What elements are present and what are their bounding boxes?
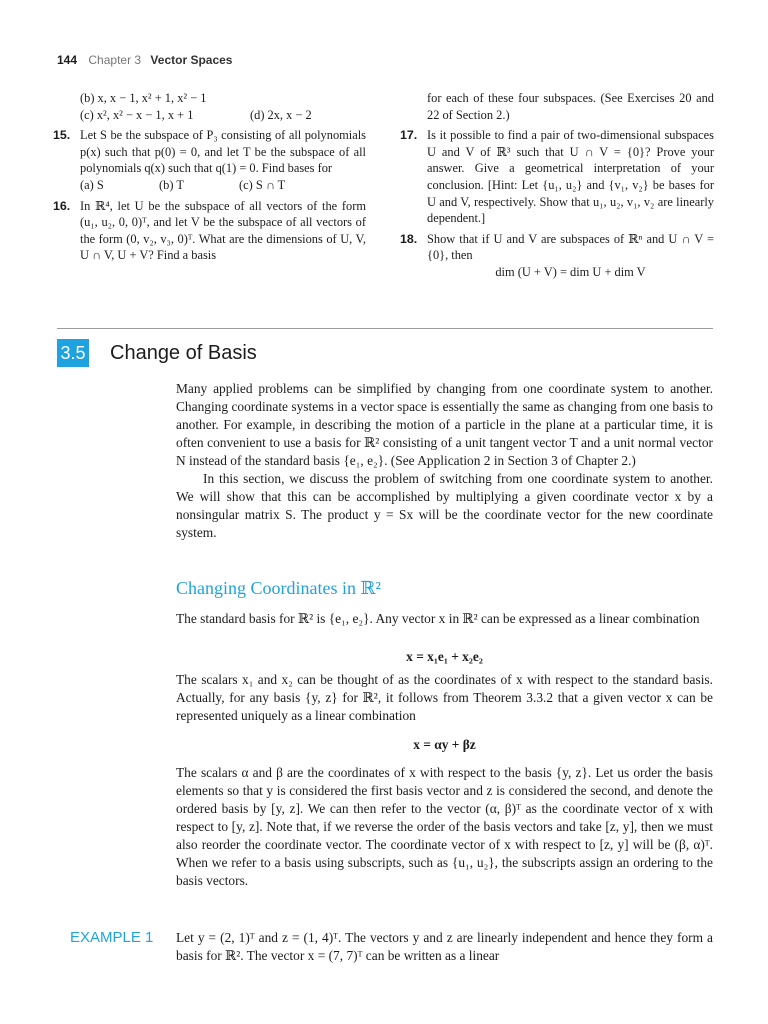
exercise-15-part-c: (c) S ∩ T (239, 177, 286, 192)
running-header (57, 53, 232, 67)
exercises-right-column (400, 90, 714, 281)
equation-yz-basis: x = αy + βz (413, 737, 476, 752)
exercise-15-text: Let S be the subspace of P₃ consisting of all polynomials p(x) such that p(0) = 0, and let T be the subspace of all polynomials q(x) such that q(1) = 0. Find bases for (80, 128, 366, 176)
equation-standard-basis: x = x₁e₁ + x₂e₂ (406, 649, 483, 664)
exercises-left-column (53, 90, 366, 264)
exercise-18-text: Show that if U and V are subspaces of ℝⁿ and U ∩ V = {0}, then (427, 231, 714, 263)
section-number-badge: 3.5 (57, 339, 89, 367)
page-number: 144 (57, 53, 78, 67)
exercise-17-text: Is it possible to find a pair of two-dimensional subspaces U and V of ℝ³ such that U ∩ V = {0}? Prove your answer. Give a geometrical interpretation of your conclusion. [Hint: Let {u₁, u₂} and {v₁, v₂} be bases for U and V, respectively. Show that u₁, u₂, v₁, v₂ are linearly dependent.] (427, 128, 714, 226)
exercise-17-number: 17. (400, 128, 418, 143)
exercise-15-part-b: (b) T (159, 177, 184, 192)
exercise-15-parts (53, 177, 366, 194)
exercise-18-equation: dim (U + V) = dim U + dim V (495, 264, 646, 279)
exercise-15-part-a: (a) S (80, 177, 104, 192)
example-label: EXAMPLE 1 (70, 929, 154, 946)
exercise-16-text: In ℝ⁴, let U be the subspace of all vectors of the form (u₁, u₂, 0, 0)ᵀ, and let V be the subspace of all vectors of the form (0, v₂, v₃, 0)ᵀ. What are the dimensions of U, V, U ∩ V, U + V? Find a basis (80, 198, 366, 263)
exercise-18 (400, 231, 714, 264)
exercise-14-parts-c-d (53, 107, 366, 124)
exercise-16-number: 16. (53, 198, 71, 213)
intro-paragraphs (176, 380, 713, 542)
section-divider (57, 328, 713, 329)
exercise-14-part-c: (c) x², x² − x − 1, x + 1 (80, 107, 194, 122)
chapter-label: Chapter 3 (88, 53, 142, 67)
exercise-14-part-d: (d) 2x, x − 2 (250, 107, 312, 122)
subsection-heading: Changing Coordinates in ℝ² (176, 578, 381, 598)
exercise-16-continued: for each of these four subspaces. (See Exercises 20 and 22 of Section 2.) (427, 91, 714, 122)
chapter-title: Vector Spaces (150, 53, 233, 67)
paragraph-3: The standard basis for ℝ² is {e₁, e₂}. Any vector x in ℝ² can be expressed as a linear combination (176, 611, 700, 626)
paragraph-4: The scalars x₁ and x₂ can be thought of as the coordinates of x with respect to the standard basis. Actually, for any basis {y, z} for ℝ², it follows from Theorem 3.3.2 that a given vector x can be represented uniquely as a linear combination (176, 672, 713, 723)
exercise-18-number: 18. (400, 231, 418, 246)
paragraph-2: In this section, we discuss the problem of switching from one coordinate system to another. We will show that this can be accomplished by multiplying a given coordinate vector x by a nonsingular matrix S. The product y = Sx will be the coordinate vector for the new coordinate system. (176, 471, 713, 540)
section-title: Change of Basis (110, 342, 257, 364)
exercise-14-part-b: (b) x, x − 1, x² + 1, x² − 1 (80, 91, 207, 105)
example-1-text: Let y = (2, 1)ᵀ and z = (1, 4)ᵀ. The vectors y and z are linearly independent and hence they form a basis for ℝ². The vector x = (7, 7)ᵀ can be written as a linear (176, 930, 713, 963)
paragraph-5: The scalars α and β are the coordinates of x with respect to the basis {y, z}. Let us order the basis elements so that y is considered the first basis vector and z is considered the second, and denote the ordered basis by [y, z]. We can then refer to the vector (α, β)ᵀ as the coordinate vector of x with respect to [y, z]. Note that, if we reverse the order of the basis vectors and take [z, y], then we must also reorder the coordinate vector. The coordinate vector of x with respect to [z, y] will be (β, α)ᵀ. When we refer to a basis using subscripts, such as {u₁, u₂}, the subscripts assign an ordering to the basis vectors. (176, 765, 713, 888)
exercise-16 (53, 198, 366, 264)
exercise-15 (53, 127, 366, 177)
exercise-15-number: 15. (53, 128, 71, 143)
paragraph-1: Many applied problems can be simplified by changing from one coordinate system to another. Changing coordinate systems in a vector space is essentially the same as changing from one basis to another. For example, in describing the motion of a particle in the plane at a particular time, it is often convenient to use a basis for ℝ² consisting of a unit tangent vector T and a unit normal vector N instead of the standard basis {e₁, e₂}. (See Application 2 in Section 3 of Chapter 2.) (176, 381, 713, 468)
exercise-17 (400, 127, 714, 227)
